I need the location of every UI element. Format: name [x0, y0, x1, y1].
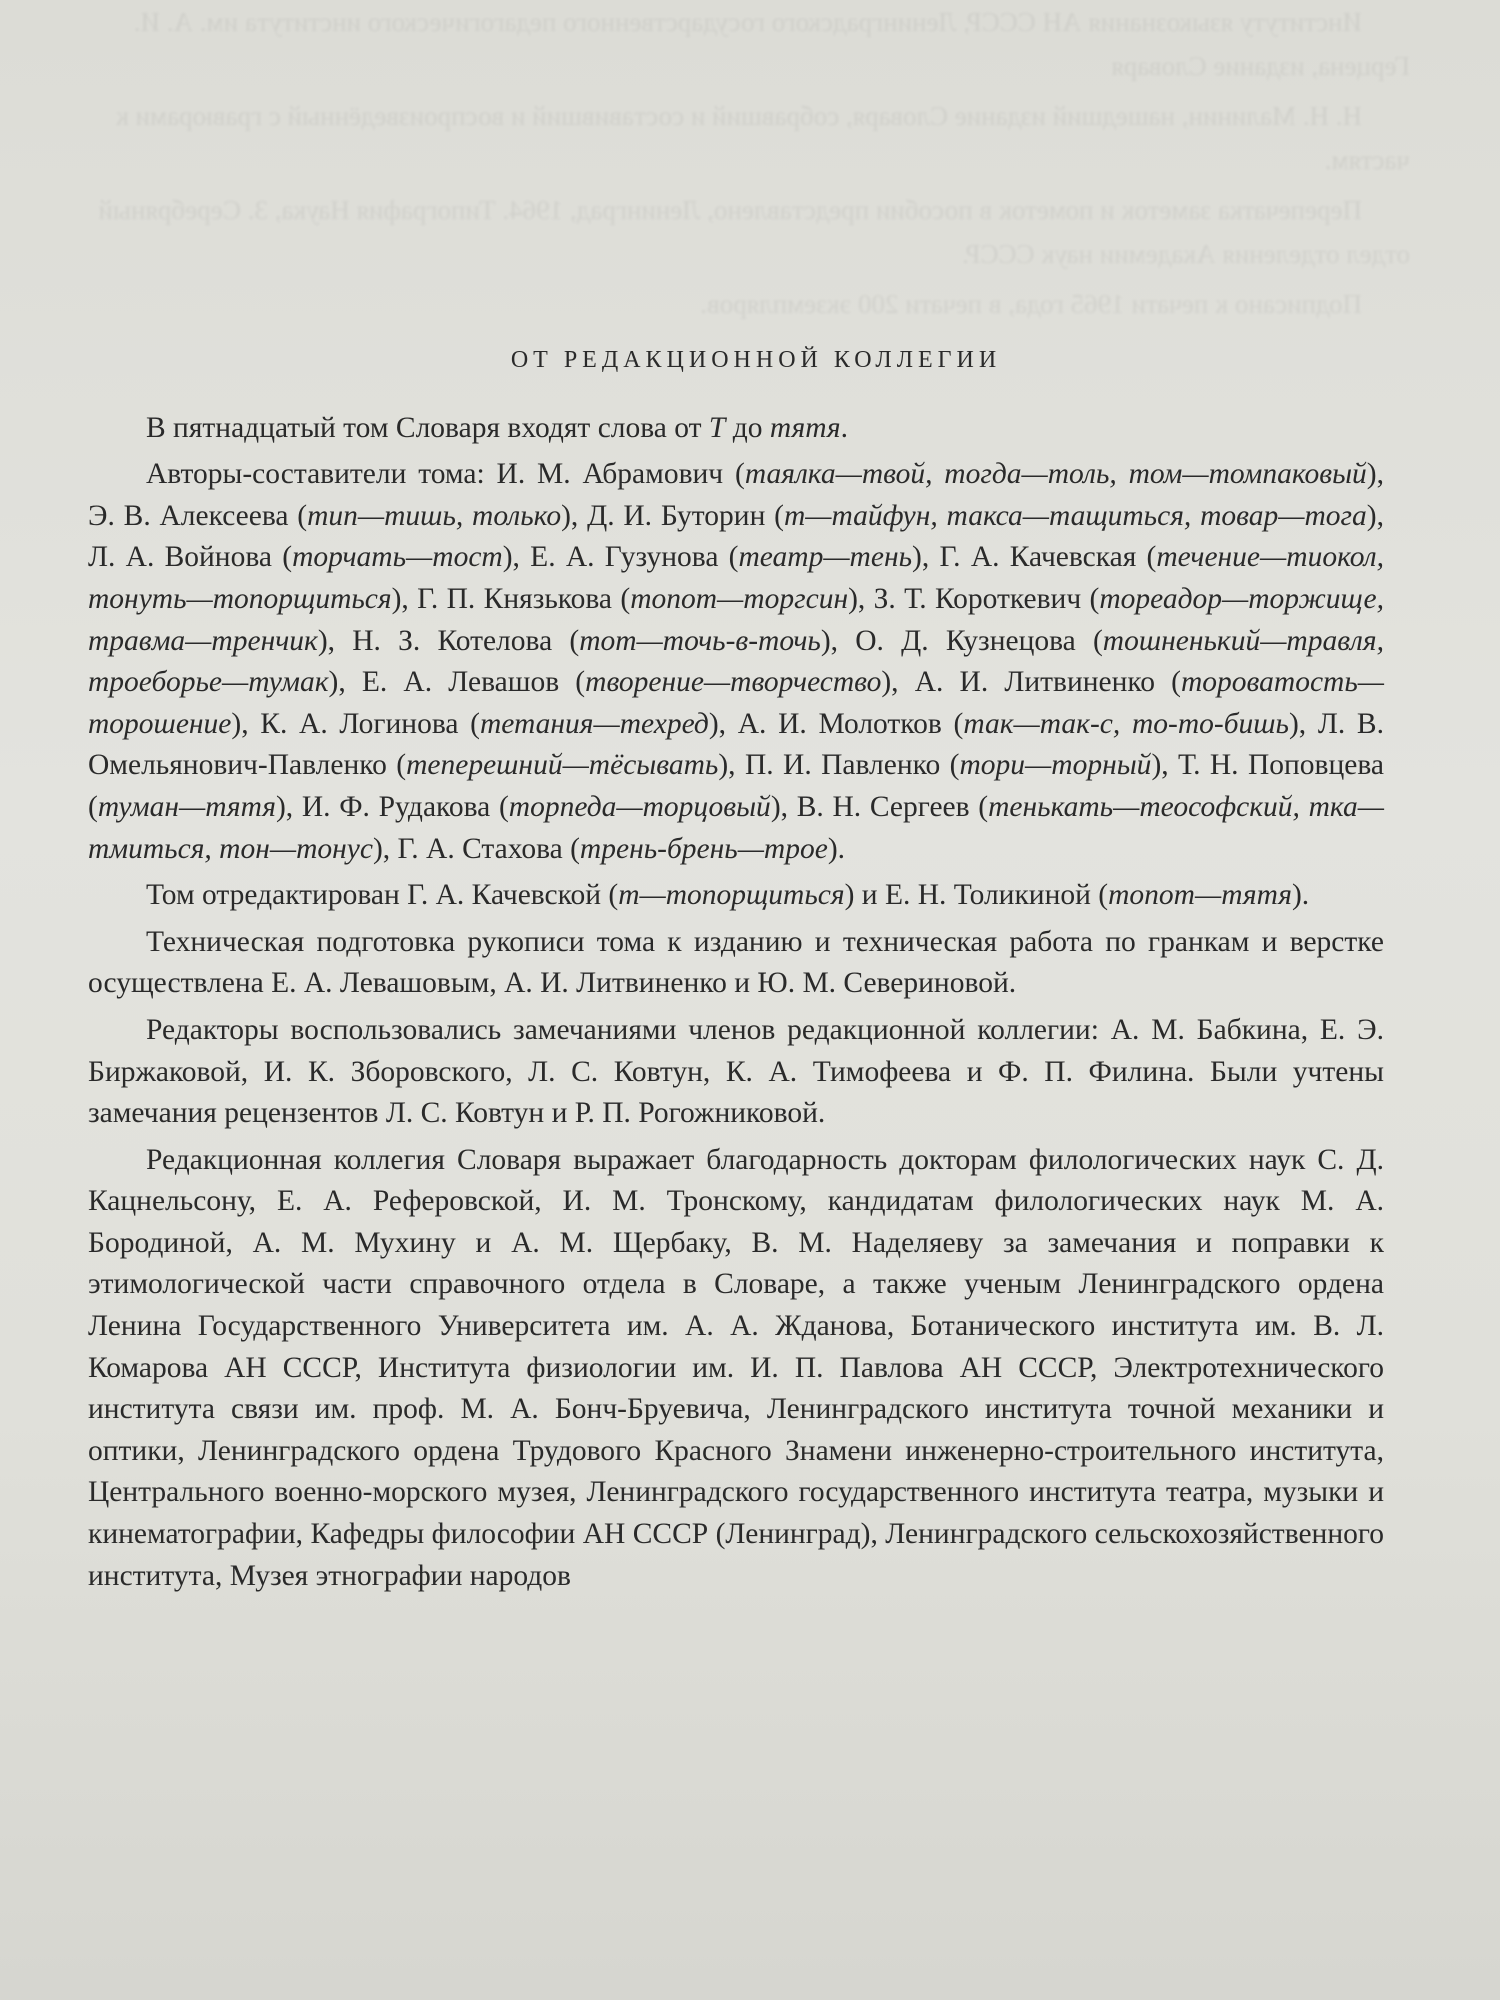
italic-run: тип—тишь, только	[307, 499, 562, 532]
text-run: ), А. И. Литвиненко (	[881, 666, 1181, 699]
italic-run: тори—торный	[959, 749, 1152, 782]
italic-run: тот—точь-в-точь	[579, 624, 821, 657]
text-run: Редакционная коллегия Словаря выражает благодарность докторам филологических наук С. Д. Кацнельсону, Е. А. Реферовской, И. М. Тронскому, кандидатам филологических наук М. А. Бородиной, А. М. Мухину и А. М. Щербаку, В. М. Наделяеву за замечания и поправки к этимологической части справочного отдела в Словаре, а также ученым Ленинградского ордена Ленина Государственного Университета им. А. А. Жданова, Ботанического института им. В. Л. Комарова АН СССР, Института физиологии им. И. П. Павлова АН СССР, Электротехнического института связи им. проф. М. А. Бонч-Бруевича, Ленинградского института точной механики и оптики, Ленинградского ордена Трудового Красного Знамени инженерно-строительного института, Центрального военно-морского музея, Ленинградского государственного института театра, музыки и кинематографии, Кафедры философии АН СССР (Ленинград), Ленинградского сельскохозяйственного института, Музея этнографии народов	[88, 1143, 1384, 1592]
text-run: ), Л. В. Омельянович-Павленко (	[88, 707, 1384, 782]
italic-run: тороватость—торошение	[88, 666, 1384, 740]
italic-run: течение—тиокол, тонуть—топорщиться	[88, 541, 1384, 615]
italic-run: трень-брень—трое	[579, 832, 828, 865]
text-run: ), Е. А. Левашов (	[328, 666, 586, 699]
text-run: ), Э. В. Алексеева (	[88, 458, 1384, 532]
italic-run: так—так-с, то-то-бишь	[963, 707, 1289, 740]
italic-run: туман—тятя	[97, 790, 276, 823]
italic-run: театр—тень	[738, 541, 912, 574]
text-run: В пятнадцатый том Словаря входят слова от	[146, 411, 709, 444]
paragraph	[88, 1140, 1384, 1598]
text-run: Том отредактирован Г. А. Качевской (	[146, 879, 619, 912]
italic-run: топот—торгсин	[630, 582, 849, 615]
text-run: ), К. А. Логинова (	[231, 707, 480, 740]
text-run: ).	[827, 832, 846, 865]
text-run: ) и Е. Н. Толикиной (	[844, 879, 1109, 912]
italic-run: тошненький—травля, троеборье—тумак	[88, 624, 1384, 699]
italic-run: тенькать—теософский, тка—тмиться, тон—тонус	[88, 790, 1384, 865]
paragraph	[88, 1010, 1384, 1135]
italic-run: Т	[708, 411, 726, 444]
text-run: ), И. Ф. Рудакова (	[275, 790, 509, 823]
ghost-line: Институту языкознания АН СССР, Ленинградского государственного педагогического института им. А. И. Герцена, издание Словаря	[133, 7, 1410, 81]
text-run: ), Н. З. Котелова (	[317, 624, 580, 657]
italic-run: таялка—твой, тогда—толь, том—томпаковый	[744, 458, 1367, 491]
italic-run: теперешний—тёсывать	[406, 749, 719, 782]
text-run: до	[725, 411, 770, 444]
text-run: .	[840, 411, 848, 444]
italic-run: тятя	[769, 411, 841, 444]
text-run: ), Г. А. Стахова (	[372, 832, 580, 865]
text-run: Авторы-составители тома: И. М. Абрамович (	[146, 458, 745, 491]
text-run: ), В. Н. Сергеев (	[770, 790, 989, 823]
text-run: Редакторы воспользовались замечаниями членов редакционной коллегии: А. М. Бабкина, Е. Э. Биржаковой, И. К. Зборовского, Л. С. Ковтун, К. А. Тимофеева и Ф. П. Филина. Были учтены замечания рецензентов Л. С. Ковтун и Р. П. Рогожниковой.	[88, 1013, 1384, 1130]
ghost-line: Перепечатка заметок и пометок в пособии представлено, Ленинград, 1964. Типография Наука, 3. Серебряный отдел отделения Академии наук СССР.	[98, 195, 1410, 269]
text-run: ), Е. А. Гузунова (	[502, 541, 739, 574]
ghost-line: Н. Н. Малинин, нашедший издание Словаря, собравший и составивший и воспроизведённый с гравюрами к частям.	[115, 101, 1410, 175]
italic-run: тетания—техред	[479, 707, 709, 740]
text-run: ), О. Д. Кузнецова (	[820, 624, 1103, 657]
text-run: ), П. И. Павленко (	[718, 749, 960, 782]
paragraph	[88, 408, 1384, 450]
italic-run: т—тайфун, такса—тащиться, товар—тога	[783, 499, 1367, 532]
italic-run: топот—тятя	[1108, 879, 1292, 912]
italic-run: творение—творчество	[585, 666, 882, 699]
italic-run: тореадор—торжище, травма—тренчик	[88, 582, 1384, 657]
paragraph	[88, 875, 1384, 917]
text-run: ), Д. И. Буторин (	[561, 499, 784, 532]
italic-run: торчать—тост	[292, 541, 503, 574]
text-run: ), Г. П. Князькова (	[391, 582, 631, 615]
text-run: ), Л. А. Войнова (	[88, 499, 1384, 574]
text-run: ).	[1291, 879, 1310, 912]
paragraph	[88, 922, 1384, 1005]
text-run: ), З. Т. Короткевич (	[848, 582, 1100, 615]
bleed-through-text	[90, 0, 1410, 332]
ghost-line: Подписано к печати 1965 года, в печати 200 экземпляров.	[700, 289, 1362, 319]
italic-run: т—топорщиться	[618, 879, 845, 912]
section-heading: ОТ РЕДАКЦИОННОЙ КОЛЛЕГИИ	[510, 347, 1002, 373]
text-run: ), Г. А. Качевская (	[912, 541, 1157, 574]
text-run: ), А. И. Молотков (	[708, 707, 964, 740]
paragraph	[88, 454, 1384, 870]
text-run: Техническая подготовка рукописи тома к изданию и техническая работа по гранкам и верстке осуществлена Е. А. Левашовым, А. И. Литвиненко и Ю. М. Севериновой.	[88, 925, 1384, 1000]
page-content	[88, 340, 1384, 1597]
paragraphs	[88, 408, 1384, 1598]
text-run: ), Т. Н. Поповцева (	[88, 749, 1384, 823]
italic-run: торпеда—торцовый	[508, 790, 771, 823]
